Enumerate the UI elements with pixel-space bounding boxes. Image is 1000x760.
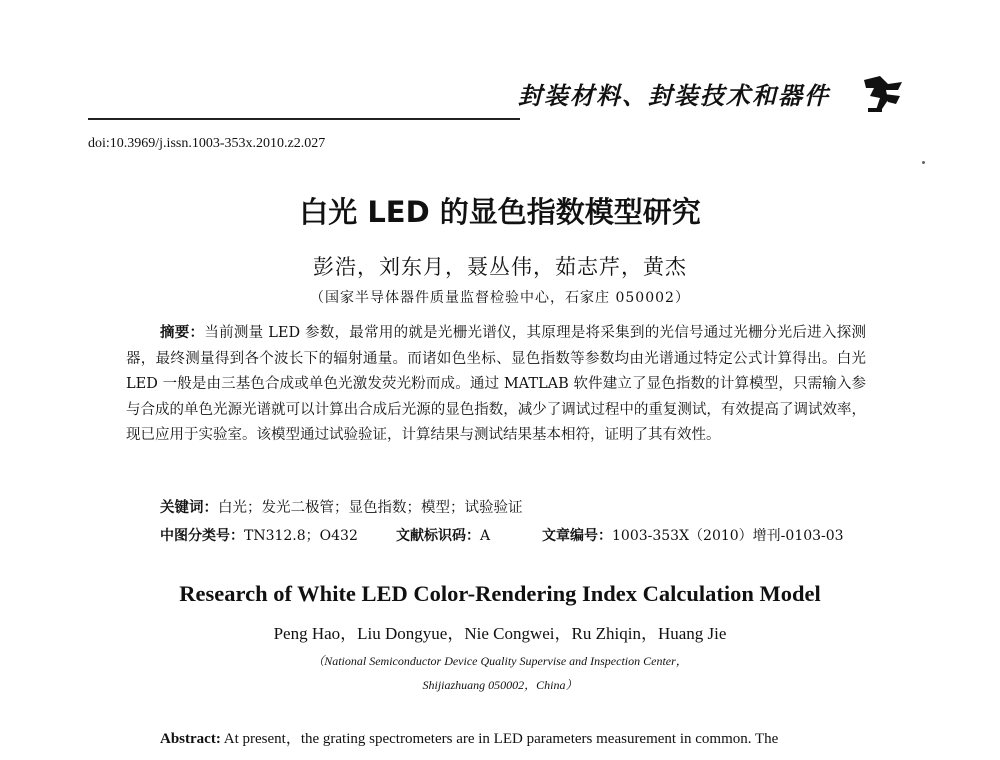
abstract-en-text: At present，the grating spectrometers are in LED parameters measurement in common. The: [223, 731, 779, 747]
abstract-en-label: Abstract:: [160, 731, 221, 747]
journal-section-title: 封装材料、封装技术和器件: [518, 81, 830, 110]
abstract-cn-label: 摘要：: [160, 325, 205, 341]
article-number: [542, 525, 844, 545]
authors-cn: 彭浩，刘东月，聂丛伟，茹志芹，黄杰: [313, 255, 687, 279]
affiliation-en-line1: （National Semiconductor Device Quality Supervise and Inspection Center，: [312, 654, 688, 668]
document-code: [396, 525, 490, 545]
doc-code-value: A: [480, 528, 491, 544]
article-no-value: 1003-353X（2010）增刊-0103-03: [612, 528, 844, 544]
authors-en: Peng Hao，Liu Dongyue，Nie Congwei，Ru Zhiqin，Huang Jie: [273, 624, 727, 643]
article-no-label: 文章编号：: [542, 528, 612, 544]
abstract-cn: [126, 321, 866, 449]
clc-value: TN312.8；O432: [244, 528, 358, 544]
keywords-cn-label: 关键词：: [160, 500, 218, 516]
abstract-en: [126, 727, 868, 751]
affiliation-en-line2: Shijiazhuang 050002，China）: [422, 678, 578, 692]
paper-title-en: Research of White LED Color-Rendering Index Calculation Model: [179, 581, 821, 606]
doc-code-label: 文献标识码：: [396, 528, 480, 544]
keywords-cn-text: 白光；发光二极管；显色指数；模型；试验验证: [218, 500, 523, 516]
paper-title-cn: 白光 LED 的显色指数模型研究: [299, 195, 701, 229]
journal-logo-icon: [858, 70, 908, 118]
classification-row: [160, 525, 880, 547]
keywords-cn: [160, 496, 523, 517]
doi: doi:10.3969/j.issn.1003-353x.2010.z2.027: [88, 136, 326, 151]
header-rule: [88, 118, 520, 120]
clc-label: 中图分类号：: [160, 528, 244, 544]
scan-speck: [922, 161, 925, 164]
abstract-cn-text: 当前测量 LED 参数，最常用的就是光栅光谱仪，其原理是将采集到的光信号通过光栅分光后进入探测器，最终测量得到各个波长下的辐射通量。而诸如色坐标、显色指数等参数均由光谱通过特定公式计算得出。白光 LED 一般是由三基色合成或单色光激发荧光粉而成。通过 MATLAB 软件建立了显色指数的计算模型，只需输入参与合成的单色光源光谱就可以计算出合成后光源的显色指数，减少了调试过程中的重复测试，有效提高了调试效率，现已应用于实验室。该模型通过试验验证，计算结果与测试结果基本相符，证明了其有效性。: [126, 325, 866, 443]
clc-number: [160, 525, 358, 545]
affiliation-cn: （国家半导体器件质量监督检验中心，石家庄 050002）: [310, 290, 690, 306]
